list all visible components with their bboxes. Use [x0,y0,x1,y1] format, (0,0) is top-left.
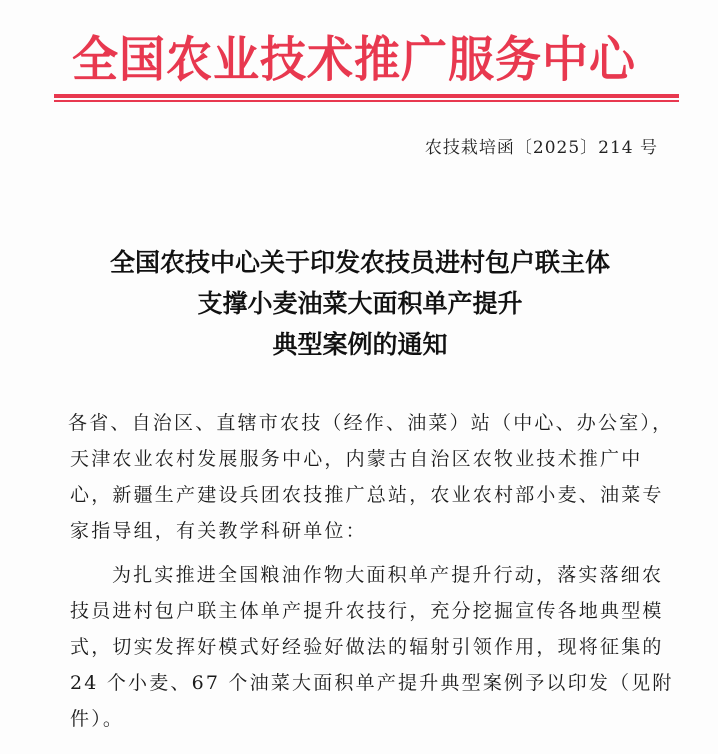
document-title [0,242,718,365]
letterhead-organization-name: 全国农业技术推广服务中心 [72,30,636,88]
addressees-line-3: 心，新疆生产建设兵团农技推广总站，农业农村部小麦、油菜专 [70,484,664,506]
letterhead [0,30,718,88]
body-paragraph [70,557,690,737]
letterhead-rule-thin [54,100,679,102]
body-line-2: 技员进村包户联主体单产提升农技行，充分挖掘宣传各地典型模 [70,600,664,622]
body-line-3: 式，切实发挥好模式好经验好做法的辐射引领作用，现将征集的 [70,636,664,658]
addressees-line-4: 家指导组，有关教学科研单位： [70,520,367,542]
document-body [70,405,690,737]
body-line-4: 24 个小麦、67 个油菜大面积单产提升典型案例予以印发（见附 [70,672,674,694]
document-title-line-2: 支撑小麦油菜大面积单产提升 [197,289,523,318]
document-number: 农技栽培函〔2025〕214 号 [424,138,658,158]
body-line-5: 件）。 [70,708,125,730]
addressees-paragraph [70,405,690,549]
body-line-1: 为扎实推进全国粮油作物大面积单产提升行动，落实落细农 [112,564,664,586]
addressees-line-1: 各省、自治区、直辖市农技（经作、油菜）站（中心、办公室）， [68,412,674,434]
addressees-line-2: 天津农业农村发展服务中心，内蒙古自治区农牧业技术推广中 [70,448,643,470]
letterhead-rule-thick [54,94,679,98]
document-title-line-3: 典型案例的通知 [272,330,448,359]
document-title-line-1: 全国农技中心关于印发农技员进村包户联主体 [109,248,610,277]
